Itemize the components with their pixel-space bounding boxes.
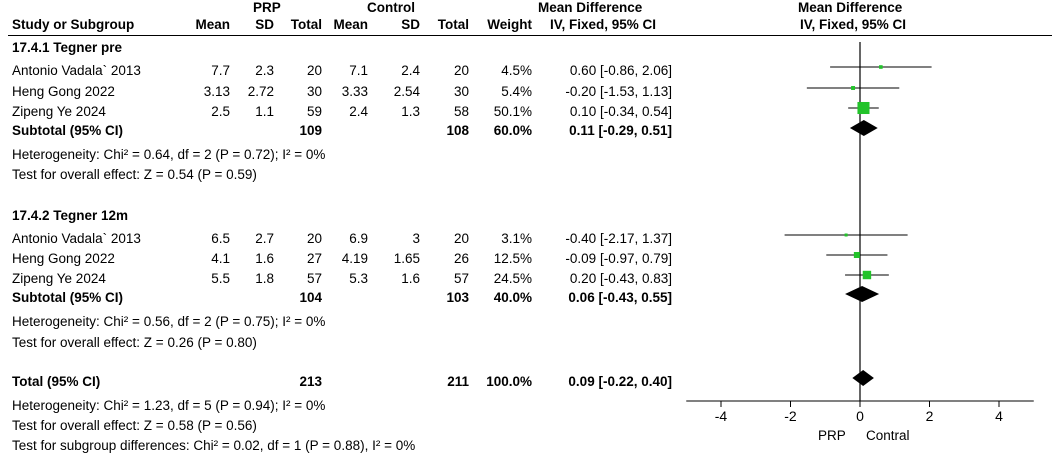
mean2-cell: 5.3 (349, 271, 368, 286)
mean1-cell: 3.13 (203, 84, 230, 99)
group2-header: Control (367, 0, 415, 15)
subgroup-title: 17.4.1 Tegner pre (12, 40, 123, 55)
total-ci: 0.09 [-0.22, 0.40] (568, 374, 672, 389)
mean2-cell: 2.4 (349, 104, 368, 119)
study-name: Heng Gong 2022 (12, 251, 115, 266)
study-name: Heng Gong 2022 (12, 84, 115, 99)
x-tick-label: -2 (784, 408, 797, 424)
plot-title: Mean Difference (798, 0, 903, 15)
total1-cell: 57 (306, 271, 322, 286)
sd2-cell: 2.4 (401, 63, 420, 78)
ci-cell: -0.09 [-0.97, 0.79] (565, 251, 672, 266)
total1-cell: 30 (306, 84, 322, 99)
ci-cell: 0.60 [-0.86, 2.06] (569, 63, 672, 78)
effect-title: Mean Difference (538, 0, 643, 15)
total-total2: 211 (447, 374, 469, 389)
total1-cell: 59 (306, 104, 322, 119)
mean2-cell: 6.9 (349, 231, 368, 246)
sd2-cell: 1.6 (401, 271, 420, 286)
sd1-cell: 2.3 (255, 63, 274, 78)
total2-cell: 26 (453, 251, 469, 266)
study-marker (879, 65, 883, 69)
heterogeneity-text: Heterogeneity: Chi² = 0.56, df = 2 (P = 0.75); I² = 0% (12, 314, 326, 329)
sd2-cell: 3 (412, 231, 420, 246)
col-mean1: Mean (195, 17, 230, 32)
total2-cell: 20 (453, 231, 469, 246)
study-name: Zipeng Ye 2024 (12, 271, 106, 286)
mean1-cell: 6.5 (211, 231, 230, 246)
total1-cell: 20 (306, 63, 322, 78)
sd2-cell: 2.54 (393, 84, 420, 99)
total2-cell: 30 (453, 84, 469, 99)
mean1-cell: 7.7 (211, 63, 230, 78)
mean1-cell: 2.5 (211, 104, 230, 119)
subtotal-total1: 104 (299, 290, 322, 305)
total2-cell: 58 (453, 104, 469, 119)
sd1-cell: 1.8 (255, 271, 274, 286)
ci-cell: 0.20 [-0.43, 0.83] (569, 271, 672, 286)
heterogeneity-text: Heterogeneity: Chi² = 0.64, df = 2 (P = 0.72); I² = 0% (12, 147, 326, 162)
group1-header: PRP (253, 0, 281, 15)
col-study: Study or Subgroup (12, 17, 135, 32)
total-heterogeneity-text: Heterogeneity: Chi² = 1.23, df = 5 (P = 0.94); I² = 0% (12, 398, 326, 413)
pooled-diamond (845, 286, 879, 302)
pooled-diamond (852, 370, 874, 386)
weight-cell: 3.1% (501, 231, 532, 246)
ci-cell: -0.40 [-2.17, 1.37] (565, 231, 672, 246)
total1-cell: 20 (306, 231, 322, 246)
weight-cell: 50.1% (493, 104, 532, 119)
sd1-cell: 1.6 (255, 251, 274, 266)
study-marker (845, 234, 848, 237)
ci-cell: -0.20 [-1.53, 1.13] (565, 84, 672, 99)
study-name: Zipeng Ye 2024 (12, 104, 106, 119)
mean1-cell: 4.1 (211, 251, 230, 266)
sd1-cell: 1.1 (255, 104, 274, 119)
x-tick-label: 0 (856, 408, 864, 424)
weight-cell: 4.5% (501, 63, 532, 78)
sd1-cell: 2.72 (247, 84, 274, 99)
subtotal-weight: 60.0% (493, 123, 532, 138)
study-marker (863, 271, 871, 279)
mean2-cell: 3.33 (341, 84, 368, 99)
overall-effect-text: Test for overall effect: Z = 0.26 (P = 0.80) (12, 335, 257, 350)
subtotal-label: Subtotal (95% CI) (12, 290, 124, 305)
subtotal-ci: 0.06 [-0.43, 0.55] (568, 290, 672, 305)
sd1-cell: 2.7 (255, 231, 274, 246)
x-tick-label: -4 (714, 408, 728, 424)
total-overall-effect-text: Test for overall effect: Z = 0.58 (P = 0.56) (12, 418, 257, 433)
subtotal-weight: 40.0% (493, 290, 532, 305)
col-total2: Total (437, 17, 469, 32)
total-weight: 100.0% (486, 374, 532, 389)
mean1-cell: 5.5 (211, 271, 230, 286)
total2-cell: 57 (453, 271, 469, 286)
total1-cell: 27 (306, 251, 322, 266)
subtotal-total1: 109 (299, 123, 322, 138)
overall-effect-text: Test for overall effect: Z = 0.54 (P = 0.59) (12, 167, 257, 182)
x-tick-label: 2 (925, 408, 934, 424)
col-ci: IV, Fixed, 95% CI (550, 17, 657, 32)
mean2-cell: 7.1 (349, 63, 368, 78)
weight-cell: 24.5% (493, 271, 532, 286)
axis-label-right: Contral (866, 428, 910, 443)
weight-cell: 5.4% (501, 84, 532, 99)
axis-label-left: PRP (818, 428, 846, 443)
sd2-cell: 1.3 (401, 104, 420, 119)
total-total1: 213 (299, 374, 322, 389)
subgroup-differences-text: Test for subgroup differences: Chi² = 0.02, df = 1 (P = 0.88), I² = 0% (12, 438, 416, 453)
subtotal-ci: 0.11 [-0.29, 0.51] (569, 123, 672, 138)
subtotal-label: Subtotal (95% CI) (12, 123, 124, 138)
study-marker (854, 252, 860, 258)
col-total1: Total (290, 17, 322, 32)
col-sd2: SD (401, 17, 420, 32)
study-marker (851, 86, 855, 90)
x-tick-label: 4 (995, 408, 1003, 424)
mean2-cell: 4.19 (341, 251, 368, 266)
subtotal-total2: 103 (446, 290, 469, 305)
ci-cell: 0.10 [-0.34, 0.54] (569, 104, 672, 119)
plot-method: IV, Fixed, 95% CI (800, 17, 907, 32)
col-sd1: SD (255, 17, 274, 32)
pooled-diamond (850, 120, 878, 136)
study-name: Antonio Vadala` 2013 (12, 231, 141, 246)
total-label: Total (95% CI) (12, 374, 101, 389)
study-marker (857, 102, 869, 114)
total2-cell: 20 (453, 63, 469, 78)
study-name: Antonio Vadala` 2013 (12, 63, 141, 78)
col-mean2: Mean (333, 17, 368, 32)
weight-cell: 12.5% (493, 251, 532, 266)
sd2-cell: 1.65 (393, 251, 420, 266)
subtotal-total2: 108 (446, 123, 469, 138)
col-weight: Weight (487, 17, 532, 32)
subgroup-title: 17.4.2 Tegner 12m (12, 208, 129, 223)
